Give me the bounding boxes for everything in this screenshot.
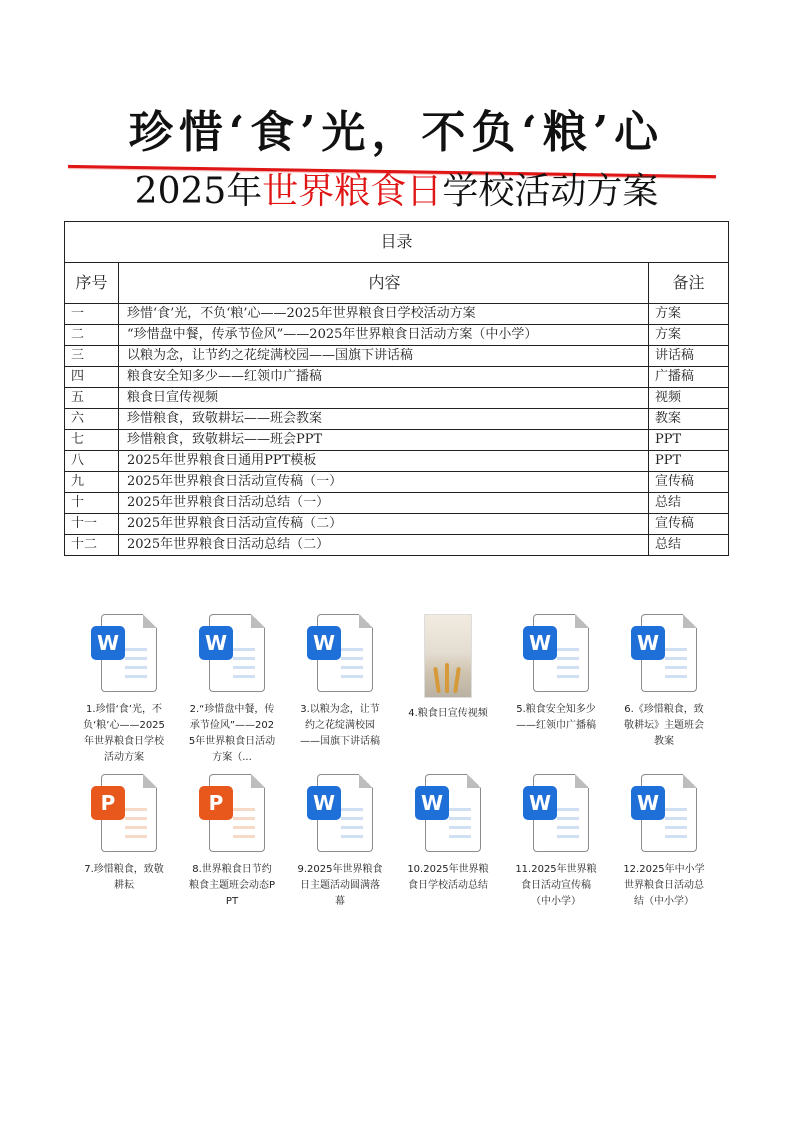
toc-row-content: 2025年世界粮食日活动宣传稿（一）	[119, 472, 649, 493]
video-thumbnail-icon	[424, 614, 472, 698]
file-item[interactable]	[80, 614, 168, 766]
word-file-icon: W	[89, 614, 159, 694]
file-item[interactable]	[620, 614, 708, 750]
file-caption: 9.2025年世界粮食日主题活动圆满落幕	[297, 864, 383, 907]
toc-row-note: 广播稿	[649, 367, 729, 388]
file-item[interactable]	[80, 774, 168, 894]
toc-row	[65, 325, 729, 346]
word-file-icon: W	[521, 774, 591, 854]
toc-row-num: 十二	[65, 535, 119, 556]
toc-row-content: 2025年世界粮食日活动总结（二）	[119, 535, 649, 556]
toc-row-note: 方案	[649, 304, 729, 325]
toc-column-header-row	[65, 263, 729, 304]
toc-row-content: 珍惜粮食，致敬耕坛——班会PPT	[119, 430, 649, 451]
toc-heading-row	[65, 222, 729, 263]
toc-row	[65, 451, 729, 472]
sub-title-prefix: 2025年	[134, 171, 263, 212]
toc-row-content: “珍惜盘中餐，传承节俭风”——2025年世界粮食日活动方案（中小学）	[119, 325, 649, 346]
toc-row	[65, 388, 729, 409]
toc-table	[64, 221, 729, 556]
sub-title	[0, 168, 793, 216]
toc-row-num: 二	[65, 325, 119, 346]
toc-row-note: PPT	[649, 451, 729, 472]
word-file-icon: W	[305, 614, 375, 694]
toc-row-content: 2025年世界粮食日通用PPT模板	[119, 451, 649, 472]
toc-row-note: 方案	[649, 325, 729, 346]
file-caption: 6.《珍惜粮食，致敬耕坛》主题班会教案	[624, 704, 704, 747]
column-header-content: 内容	[119, 263, 649, 304]
toc-heading: 目录	[65, 222, 729, 263]
toc-row-note: 讲话稿	[649, 346, 729, 367]
toc-row-note: PPT	[649, 430, 729, 451]
file-item[interactable]	[188, 774, 276, 910]
toc-row	[65, 430, 729, 451]
toc-row-num: 十	[65, 493, 119, 514]
file-caption: 8.世界粮食日节约粮食主题班会动态PPT	[188, 864, 276, 907]
column-header-note: 备注	[649, 263, 729, 304]
file-caption: 5.粮食安全知多少——红领巾广播稿	[516, 704, 596, 731]
word-file-icon: W	[629, 774, 699, 854]
toc-row-note: 教案	[649, 409, 729, 430]
toc-row-note: 总结	[649, 493, 729, 514]
toc-row-num: 三	[65, 346, 119, 367]
toc-row-num: 十一	[65, 514, 119, 535]
file-caption: 4.粮食日宣传视频	[408, 708, 488, 719]
word-file-icon: W	[197, 614, 267, 694]
toc-row-num: 一	[65, 304, 119, 325]
file-item[interactable]	[620, 774, 708, 910]
toc-row	[65, 304, 729, 325]
sub-title-suffix: 学校活动方案	[442, 171, 659, 212]
file-item[interactable]	[188, 614, 276, 766]
toc-row	[65, 514, 729, 535]
ppt-file-icon: P	[89, 774, 159, 854]
toc-row-content: 粮食日宣传视频	[119, 388, 649, 409]
toc-row-num: 五	[65, 388, 119, 409]
toc-row-num: 七	[65, 430, 119, 451]
word-file-icon: W	[521, 614, 591, 694]
file-caption: 11.2025年世界粮食日活动宣传稿（中小学）	[515, 864, 597, 907]
ppt-file-icon: P	[197, 774, 267, 854]
toc-row-note: 视频	[649, 388, 729, 409]
toc-row	[65, 346, 729, 367]
file-item[interactable]	[404, 774, 492, 894]
toc-row-content: 2025年世界粮食日活动总结（一）	[119, 493, 649, 514]
sub-title-highlight: 世界粮食日	[262, 171, 443, 212]
toc-row-note: 宣传稿	[649, 472, 729, 493]
file-caption: 10.2025年世界粮食日学校活动总结	[407, 864, 489, 891]
file-caption: 3.以粮为念，让节约之花绽满校园——国旗下讲话稿	[300, 704, 380, 747]
file-item[interactable]	[404, 614, 492, 722]
main-title: 珍惜‘食’光，不负‘粮’心	[128, 107, 665, 158]
toc-row	[65, 493, 729, 514]
word-file-icon: W	[413, 774, 483, 854]
file-caption: 1.珍惜‘食’光，不负‘粮’心——2025年世界粮食日学校活动方案	[83, 704, 165, 763]
toc-row	[65, 367, 729, 388]
file-item[interactable]	[296, 614, 384, 750]
toc-row-num: 六	[65, 409, 119, 430]
toc-row-content: 粮食安全知多少——红领巾广播稿	[119, 367, 649, 388]
toc-row-content: 珍惜粮食，致敬耕坛——班会教案	[119, 409, 649, 430]
toc-row-num: 四	[65, 367, 119, 388]
file-item[interactable]	[512, 614, 600, 734]
toc-row	[65, 535, 729, 556]
file-caption: 7.珍惜粮食，致敬耕耘	[84, 864, 164, 891]
toc-row-content: 珍惜‘食’光，不负‘粮’心——2025年世界粮食日学校活动方案	[119, 304, 649, 325]
toc-row-num: 八	[65, 451, 119, 472]
file-caption: 2.“珍惜盘中餐，传承节俭风”——2025年世界粮食日活动方案（...	[188, 704, 276, 763]
word-file-icon: W	[629, 614, 699, 694]
toc-row-num: 九	[65, 472, 119, 493]
toc-row	[65, 472, 729, 493]
toc-row	[65, 409, 729, 430]
toc-row-content: 2025年世界粮食日活动宣传稿（二）	[119, 514, 649, 535]
toc-row-content: 以粮为念，让节约之花绽满校园——国旗下讲话稿	[119, 346, 649, 367]
file-item[interactable]	[296, 774, 384, 910]
file-item[interactable]	[512, 774, 600, 910]
word-file-icon: W	[305, 774, 375, 854]
toc-row-note: 宣传稿	[649, 514, 729, 535]
column-header-num: 序号	[65, 263, 119, 304]
file-caption: 12.2025年中小学世界粮食日活动总结（中小学）	[623, 864, 705, 907]
toc-row-note: 总结	[649, 535, 729, 556]
